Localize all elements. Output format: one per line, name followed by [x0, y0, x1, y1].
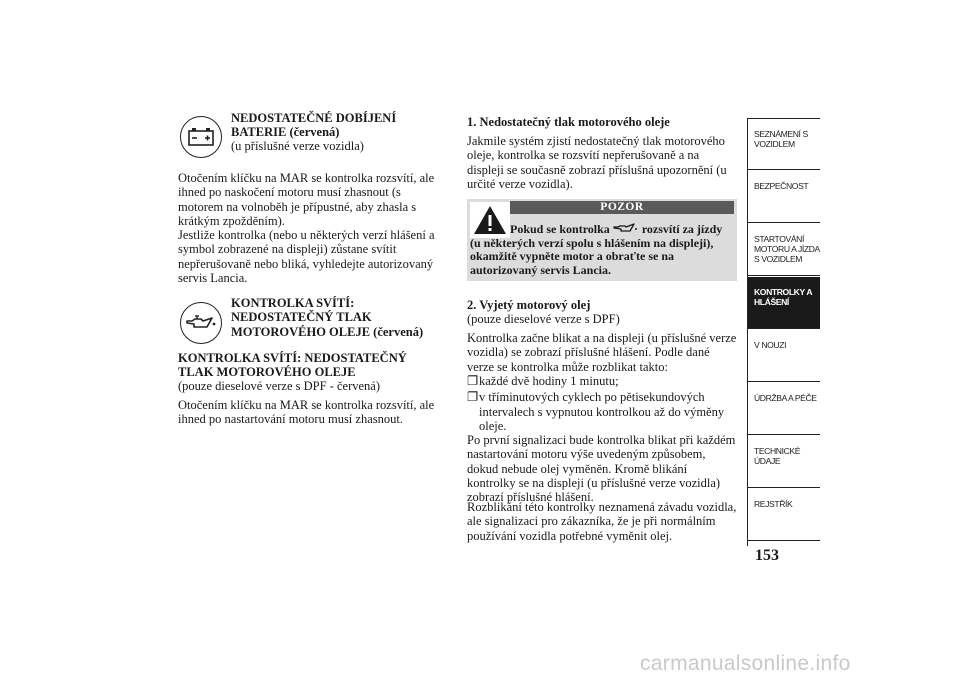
oil-pressure-heading: KONTROLKA SVÍTÍ: NEDOSTATEČNÝ TLAK MOTOROVÉHO OLEJE	[178, 351, 407, 380]
tab-udrzba[interactable]: ÚDRŽBA A PÉČE	[748, 383, 820, 435]
tab-bezpecnost[interactable]: BEZPEČNOST	[748, 171, 820, 223]
tab-v-nouzi[interactable]: V NOUZI	[748, 330, 820, 382]
section-1-paragraph: Jakmile systém zjistí nedostatečný tlak motorového oleje, kontrolka se rozsvítí nepřerušovaně a na displeji se současně zobrazí příslušná upozornění (u určité verze vozidla).	[467, 134, 727, 191]
tab-startovani[interactable]: STARTOVÁNÍ MOTORU A JÍZDA S VOZIDLEM	[748, 224, 820, 276]
oil-can-inline-icon	[613, 222, 639, 234]
watermark: carmanualsonline.info	[640, 652, 851, 675]
battery-warning-icon	[180, 116, 222, 158]
section-2-subheading: (pouze dieselové verze s DPF)	[467, 312, 620, 326]
section-2-paragraph-3: Rozblikání této kontrolky neznamená závadu vozidla, ale signalizaci pro zákazníka, že je při normálním používání vozidla potřebné vyměnit olej.	[467, 500, 737, 543]
page-number: 153	[755, 547, 779, 564]
section-2-paragraph-1: Kontrolka začne blikat a na displeji (u příslušné verze vozidla) se zobrazí příslušné hlášení. Podle dané verze se kontrolka může rozblikat takto:	[467, 331, 737, 374]
checkbox-bullet-icon: ❐	[467, 374, 479, 388]
checkbox-bullet-icon: ❐	[467, 390, 479, 405]
section-2-bullet-list	[467, 374, 737, 433]
tab-kontrolky[interactable]: KONTROLKY A HLÁŠENÍ	[748, 277, 820, 329]
battery-paragraph-2: Jestliže kontrolka (nebo u některých verzí hlášení a symbol zobrazené na displeji) zůstane svítit nepřerušovaně nebo bliká, vyhledejte autorizovaný servis Lancia.	[178, 228, 435, 285]
warning-text-end: rozsvítí za jízdy (u některých verzí spolu s hlášením na displeji), okamžitě vypněte motor a obraťte se na autorizovaný servis Lancia.	[470, 222, 723, 277]
oil-pressure-subheading: (pouze dieselové verze s DPF - červená)	[178, 379, 380, 393]
warning-label: POZOR	[510, 201, 734, 214]
oil-pressure-icon	[180, 302, 222, 344]
section-2-paragraph-2: Po první signalizaci bude kontrolka blikat při každém nastartování motoru výše uvedeným způsobem, dokud nebude olej vyměněn. Kromě blikání kontrolky se na displeji (u příslušné verze vozidla) zobrazí příslušné hlášení.	[467, 433, 736, 505]
list-item: ❐ v tříminutových cyklech po pětisekundových intervalech s vypnutou kontrolkou až do výměny oleje.	[467, 390, 725, 433]
tab-technicke[interactable]: TECHNICKÉ ÚDAJE	[748, 436, 820, 488]
section-2-heading: 2. Vyjetý motorový olej	[467, 298, 591, 312]
chapter-tabs	[747, 118, 820, 546]
tab-seznameni[interactable]: SEZNÁMENÍ S VOZIDLEM	[748, 118, 820, 170]
battery-warning-subtitle: (u příslušné verze vozidla)	[231, 139, 364, 153]
tab-rejstrik[interactable]: REJSTŘÍK	[748, 489, 820, 541]
section-1-heading: 1. Nedostatečný tlak motorového oleje	[467, 115, 670, 129]
oil-pressure-title: KONTROLKA SVÍTÍ: NEDOSTATEČNÝ TLAK MOTOROVÉHO OLEJE (červená)	[231, 296, 424, 339]
battery-paragraph-1: Otočením klíčku na MAR se kontrolka rozsvítí, ale ihned po naskočení motoru musí zhasnout (s motorem na volnoběh je přípustné, aby zhasla s krátkým zpožděním).	[178, 171, 435, 228]
oil-pressure-paragraph: Otočením klíčku na MAR se kontrolka rozsvítí, ale ihned po nastartování motoru musí zhasnout.	[178, 398, 435, 427]
list-item: ❐ každé dvě hodiny 1 minutu;	[467, 374, 619, 388]
warning-text-start: Pokud se kontrolka	[510, 222, 610, 236]
warning-text	[470, 222, 734, 277]
battery-warning-title: NEDOSTATEČNÉ DOBÍJENÍ BATERIE (červená)	[231, 111, 397, 140]
